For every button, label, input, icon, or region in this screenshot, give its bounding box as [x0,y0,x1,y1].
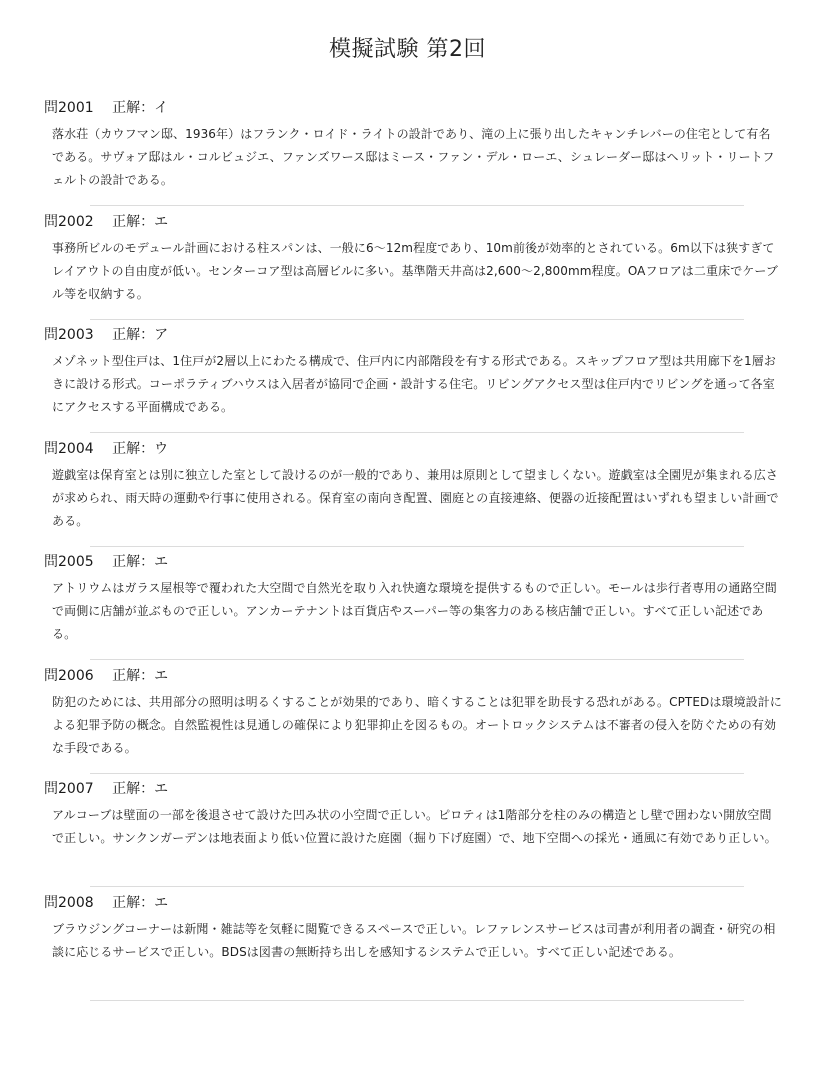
correct-answer: 正解：ア [112,327,169,343]
correct-answer: 正解：ウ [112,440,169,457]
correct-answer: 正解：エ [112,213,169,230]
divider [90,205,744,206]
question-header [44,551,784,573]
divider [90,773,744,774]
question-number: 問2002 [44,213,94,230]
explanation-text: メゾネット型住戸は、1住戸が2層以上にわたる構成で、住戸内に内部階段を有する形式である。スキップフロア型は共用廊下を1層おきに設ける形式。コーポラティブハウスは入居者が協同で企画・設計する住宅。リビングアクセス型は住戸内でリビングを通って各室にアクセスする平面構成である。 [52,354,776,414]
explanation-text: 防犯のためには、共用部分の照明は明るくすることが効果的であり、暗くすることは犯罪を助長する恐れがある。CPTEDは環境設計による犯罪予防の概念。自然監視性は見通しの確保により犯罪抑止を図るもの。オートロックシステムは不審者の侵入を防ぐための有効な手段である。 [52,694,782,755]
explanation-text: 事務所ビルのモデュール計画における柱スパンは、一般に6〜12m程度であり、10m前後が効率的とされている。6m以下は狭すぎてレイアウトの自由度が低い。センターコア型は高層ビルに多い。基準階天井高は2,600〜2,800mm程度。OAフロアは二重床でケーブル等を収納する。 [52,240,778,301]
correct-answer: 正解：イ [112,100,169,116]
question-item [44,211,784,325]
correct-answer: 正解：エ [112,894,169,911]
question-number: 問2008 [44,894,94,911]
correct-answer: 正解：エ [112,667,169,684]
explanation-text: アトリウムはガラス屋根等で覆われた大空間で自然光を取り入れ快適な環境を提供するもので正しい。モールは歩行者専用の通路空間で両側に店舗が並ぶもので正しい。アンカーテナントは百貨店やスーパー等の集客力のある核店舗で正しい。すべて正しい記述である。 [52,581,777,641]
explanation-text: 落水荘（カウフマン邸、1936年）はフランク・ロイド・ライトの設計であり、滝の上に張り出したキャンチレバーの住宅として有名である。サヴォア邸はル・コルビュジエ、ファンズワース邸はミース・ファン・デル・ローエ、シュレーダー邸はヘリット・リートフェルトの設計である。 [52,127,775,187]
question-item [44,438,784,552]
divider [90,1000,744,1001]
divider [90,886,744,887]
correct-answer: 正解：エ [112,781,169,797]
question-number: 問2004 [44,440,94,457]
question-header [44,892,784,914]
question-item [44,551,784,665]
question-item [44,324,784,438]
question-item [44,665,784,779]
question-item [44,97,784,211]
explanation-text: 遊戯室は保育室とは別に独立した室として設けるのが一般的であり、兼用は原則として望ましくない。遊戯室は全園児が集まれる広さが求められ、雨天時の運動や行事に使用される。保育室の南向き配置、園庭との直接連絡、便器の近接配置はいずれも望ましい計画である。 [52,467,779,528]
question-header [44,438,784,460]
divider [90,432,744,433]
explanation-text: ブラウジングコーナーは新聞・雑誌等を気軽に閲覧できるスペースで正しい。レファレンスサービスは司書が利用者の調査・研究の相談に応じるサービスで正しい。BDSは図書の無断持ち出しを感知するシステムで正しい。すべて正しい記述である。 [52,921,776,959]
question-header [44,665,784,687]
question-number: 問2001 [44,100,94,116]
divider [90,659,744,660]
question-item [44,892,784,1006]
question-number: 問2006 [44,667,94,684]
question-list [44,97,784,1005]
question-header [44,778,784,800]
question-header [44,211,784,233]
correct-answer: 正解：エ [112,554,169,570]
question-number: 問2003 [44,327,94,343]
question-number: 問2005 [44,554,94,570]
question-item [44,778,784,892]
page-title: 模擬試験 第2回 [329,37,486,62]
explanation-text: アルコーブは壁面の一部を後退させて設けた凹み状の小空間で正しい。ピロティは1階部分を柱のみの構造とし壁で囲わない開放空間で正しい。サンクンガーデンは地表面より低い位置に設けた庭園（掘り下げ庭園）で、地下空間への採光・通風に有効であり正しい。 [52,808,777,845]
divider [90,319,744,320]
question-header [44,97,784,119]
divider [90,546,744,547]
question-header [44,324,784,346]
question-number: 問2007 [44,781,94,797]
